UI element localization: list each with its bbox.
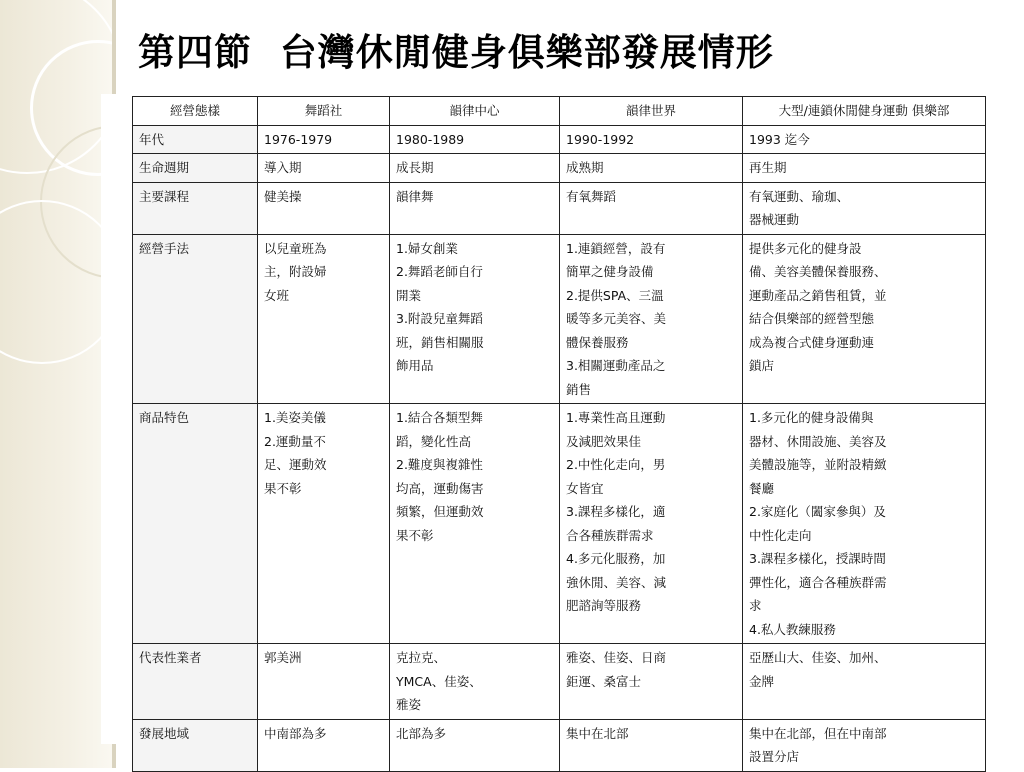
table-cell: 有氧舞蹈 <box>560 182 743 234</box>
table-cell: 亞歷山大、佳姿、加州、 金牌 <box>743 644 986 720</box>
table-cell: 郭美洲 <box>258 644 390 720</box>
table-row <box>133 719 986 771</box>
header-cell: 韻律世界 <box>560 97 743 126</box>
row-label-cell: 代表性業者 <box>133 644 258 720</box>
table-cell: 導入期 <box>258 154 390 183</box>
header-cell: 韻律中心 <box>390 97 560 126</box>
table-container <box>101 94 993 764</box>
table-cell: 成長期 <box>390 154 560 183</box>
table-cell: 1976-1979 <box>258 125 390 154</box>
table-cell: 韻律舞 <box>390 182 560 234</box>
row-label-cell: 主要課程 <box>133 182 258 234</box>
table-cell: 1.美姿美儀 2.運動量不 足、運動效 果不彰 <box>258 404 390 644</box>
table-cell: 1993 迄今 <box>743 125 986 154</box>
decorative-left-band <box>0 0 112 768</box>
table-cell: 健美操 <box>258 182 390 234</box>
table-cell: 1.結合各類型舞 蹈，變化性高 2.難度與複雜性 均高，運動傷害 頻繁，但運動效 果不彰 <box>390 404 560 644</box>
table-cell: 集中在北部，但在中南部 設置分店 <box>743 719 986 771</box>
slide-title: 第四節 台灣休閒健身俱樂部發展情形 <box>138 30 774 74</box>
table-cell: 1980-1989 <box>390 125 560 154</box>
row-label-cell: 商品特色 <box>133 404 258 644</box>
table-row <box>133 182 986 234</box>
table-row <box>133 644 986 720</box>
comparison-table <box>132 96 986 772</box>
row-label-cell: 年代 <box>133 125 258 154</box>
table-cell: 1990-1992 <box>560 125 743 154</box>
table-cell: 有氧運動、瑜珈、 器械運動 <box>743 182 986 234</box>
table-row <box>133 125 986 154</box>
header-cell: 經營態樣 <box>133 97 258 126</box>
table-row <box>133 404 986 644</box>
header-cell: 舞蹈社 <box>258 97 390 126</box>
table-header-row <box>133 97 986 126</box>
row-label-cell: 生命週期 <box>133 154 258 183</box>
table-cell: 中南部為多 <box>258 719 390 771</box>
table-cell: 北部為多 <box>390 719 560 771</box>
table-cell: 1.多元化的健身設備與 器材、休閒設施、美容及 美體設施等，並附設精緻 餐廳 2.家庭化（闔家參與）及 中性化走向 3.課程多樣化，授課時間 彈性化，適合各種族群需 求 4.私人教練服務 <box>743 404 986 644</box>
table-cell: 1.婦女創業 2.舞蹈老師自行 開業 3.附設兒童舞蹈 班，銷售相關服 飾用品 <box>390 234 560 404</box>
table-cell: 提供多元化的健身設 備、美容美體保養服務、 運動產品之銷售租賃，並 結合俱樂部的經營型態 成為複合式健身運動連 鎖店 <box>743 234 986 404</box>
table-cell: 克拉克、 YMCA、佳姿、 雅姿 <box>390 644 560 720</box>
table-cell: 再生期 <box>743 154 986 183</box>
table-row <box>133 154 986 183</box>
table-cell: 1.專業性高且運動 及減肥效果佳 2.中性化走向，男 女皆宜 3.課程多樣化，適 合各種族群需求 4.多元化服務，加 強休閒、美容、減 肥諮詢等服務 <box>560 404 743 644</box>
table-cell: 1.連鎖經營，設有 簡單之健身設備 2.提供SPA、三溫 暖等多元美容、美 體保養服務 3.相關運動產品之 銷售 <box>560 234 743 404</box>
table-cell: 雅姿、佳姿、日商 鉅運、桑富士 <box>560 644 743 720</box>
header-cell: 大型/連鎖休閒健身運動 俱樂部 <box>743 97 986 126</box>
table-row <box>133 234 986 404</box>
table-cell: 集中在北部 <box>560 719 743 771</box>
table-cell: 以兒童班為 主，附設婦 女班 <box>258 234 390 404</box>
table-cell: 成熟期 <box>560 154 743 183</box>
row-label-cell: 發展地域 <box>133 719 258 771</box>
row-label-cell: 經營手法 <box>133 234 258 404</box>
